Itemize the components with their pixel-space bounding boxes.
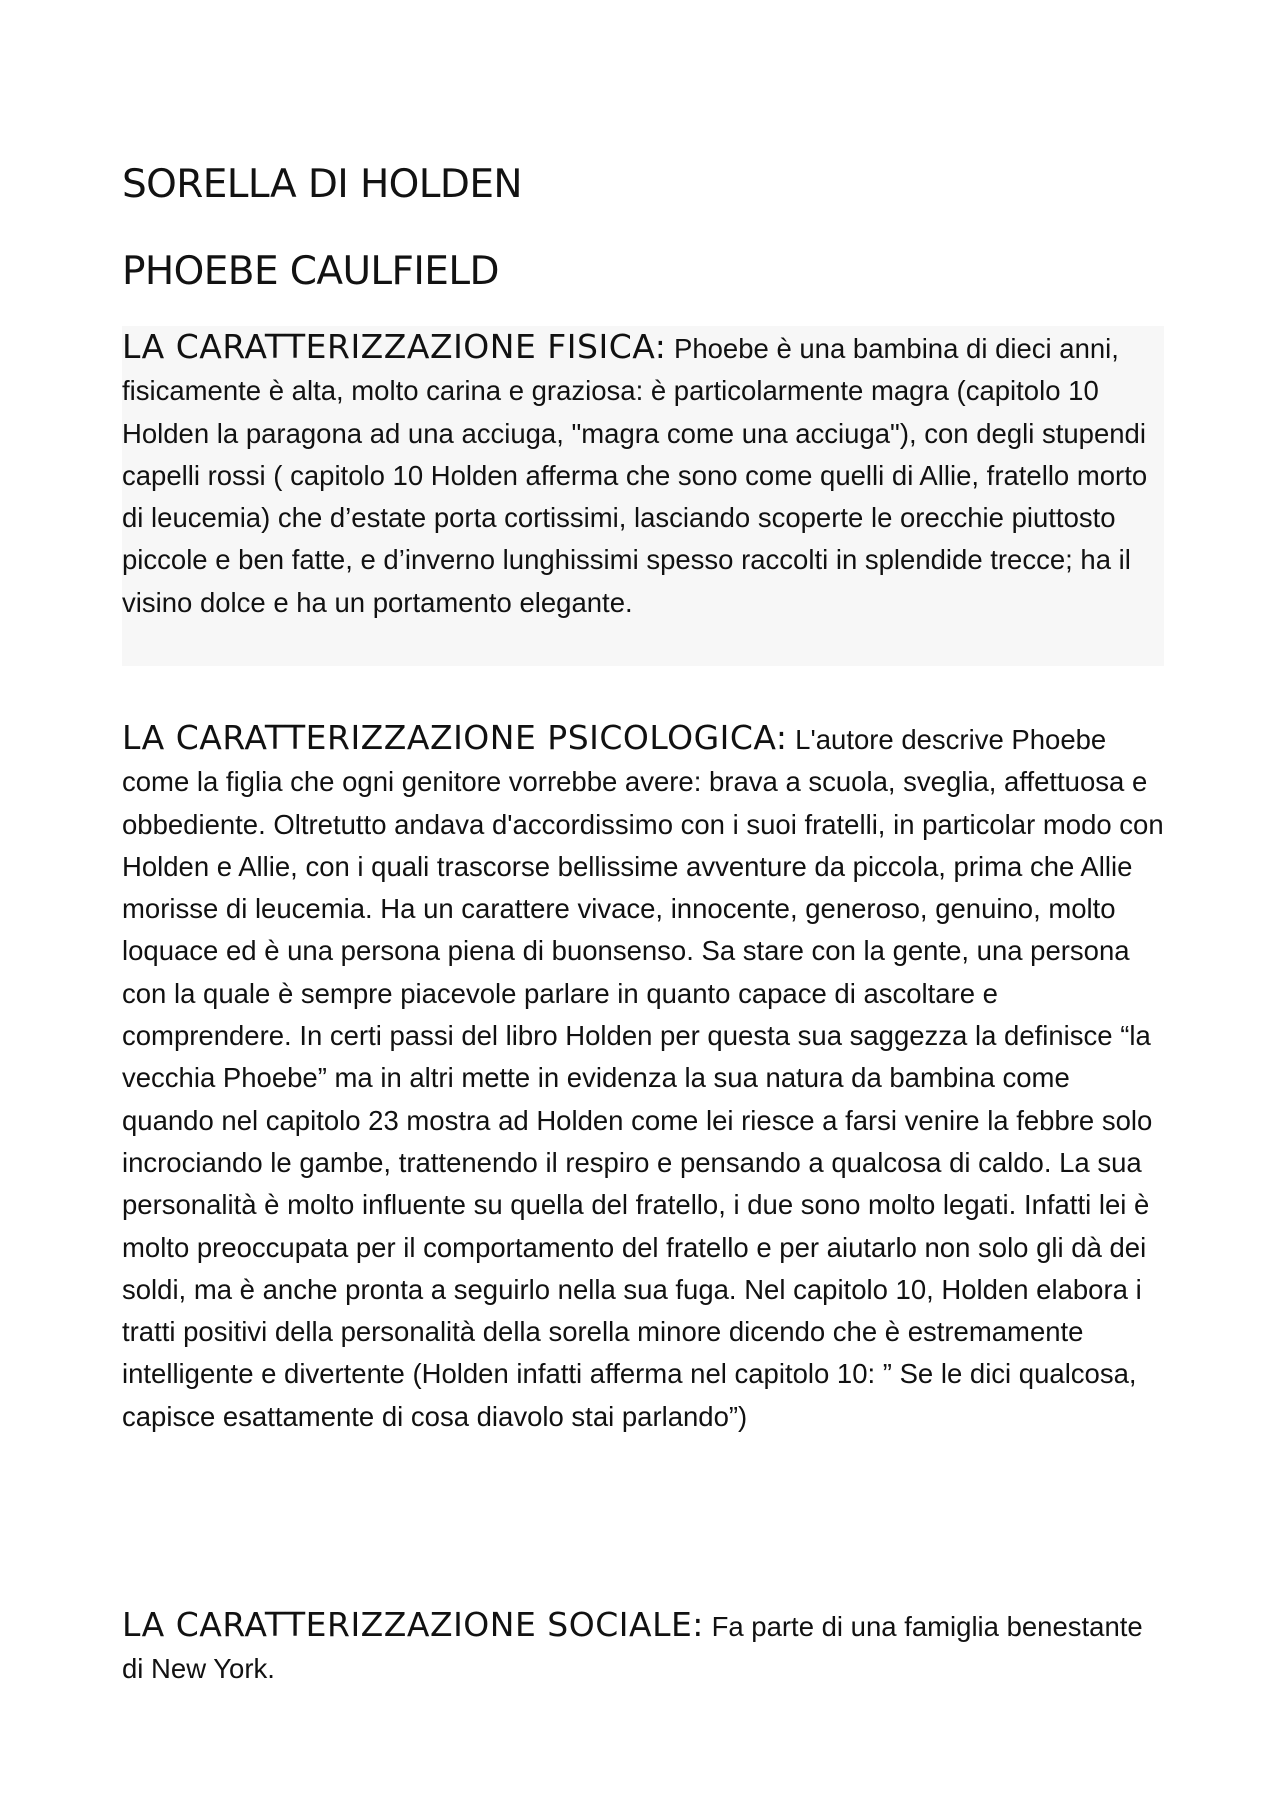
section-psychological bbox=[122, 717, 1164, 1438]
section-social bbox=[122, 1604, 1164, 1691]
document-title: SORELLA DI HOLDEN bbox=[122, 162, 522, 207]
section-physical bbox=[122, 326, 1164, 666]
section-social-text: Fa parte di una famiglia benestante di New York. bbox=[122, 1611, 1143, 1685]
section-physical-heading: LA CARATTERIZZAZIONE FISICA: bbox=[122, 327, 667, 366]
document-subtitle: PHOEBE CAULFIELD bbox=[122, 249, 499, 294]
section-physical-text: Phoebe è una bambina di dieci anni, fisicamente è alta, molto carina e graziosa: è particolarmente magra (capitolo 10 Holden la paragona ad una acciuga, "magra come una acciuga"), con degli stupendi capelli rossi ( capitolo 10 Holden afferma che sono come quelli di Allie, fratello morto di leucemia) che d’estate porta cortissimi, lasciando scoperte le orecchie piuttosto piccole e ben fatte, e d’inverno lunghissimi spesso raccolti in splendide trecce; ha il visino dolce e ha un portamento elegante. bbox=[122, 333, 1148, 618]
section-social-heading: LA CARATTERIZZAZIONE SOCIALE: bbox=[122, 1605, 704, 1644]
section-psychological-text: L'autore descrive Phoebe come la figlia che ogni genitore vorrebbe avere: brava a scuola, sveglia, affettuosa e obbediente. Oltretutto andava d'accordissimo con i suoi fratelli, in particolar modo con Holden e Allie, con i quali trascorse bellissime avventure da piccola, prima che Allie morisse di leucemia. Ha un carattere vivace, innocente, generoso, genuino, molto loquace ed è una persona piena di buonsenso. Sa stare con la gente, una persona con la quale è sempre piacevole parlare in quanto capace di ascoltare e comprendere. In certi passi del libro Holden per questa sua saggezza la definisce “la vecchia Phoebe” ma in altri mette in evidenza la sua natura da bambina come quando nel capitolo 23 mostra ad Holden come lei riesce a farsi venire la febbre solo incrociando le gambe, trattenendo il respiro e pensando a qualcosa di caldo. La sua personalità è molto influente su quella del fratello, i due sono molto legati. Infatti lei è molto preoccupata per il comportamento del fratello e per aiutarlo non solo gli dà dei soldi, ma è anche pronta a seguirlo nella sua fuga. Nel capitolo 10, Holden elabora i tratti positivi della personalità della sorella minore dicendo che è estremamente intelligente e divertente (Holden infatti afferma nel capitolo 10: ” Se le dici qualcosa, capisce esattamente di cosa diavolo stai parlando”) bbox=[122, 724, 1164, 1432]
section-psychological-heading: LA CARATTERIZZAZIONE PSICOLOGICA: bbox=[122, 718, 788, 757]
